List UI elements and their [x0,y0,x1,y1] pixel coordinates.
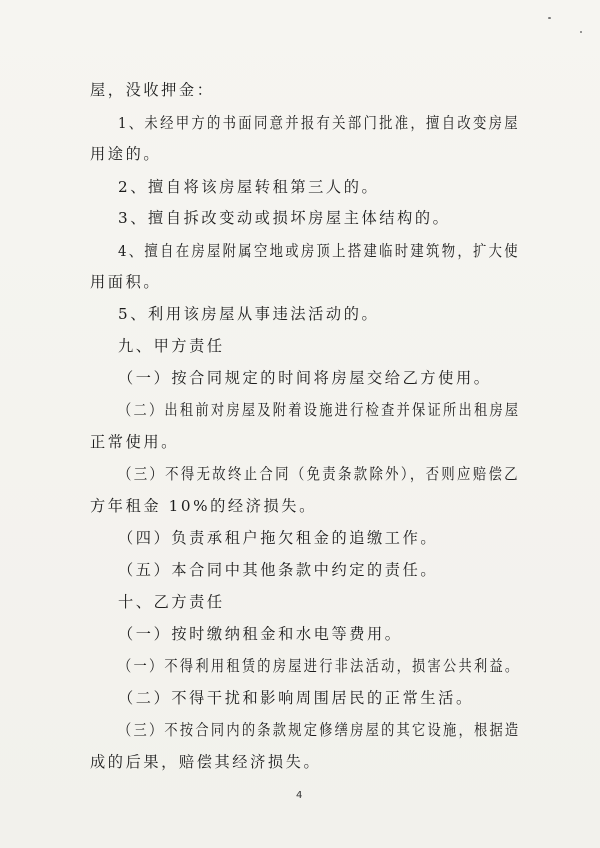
section-heading: 九、甲方责任 [118,337,225,355]
text-line: （四）负责承租户拖欠租金的追缴工作。 [118,529,439,547]
section-heading: 十、乙方责任 [118,593,225,611]
text-line: （三）不得无故终止合同（免责条款除外），否则应赔偿乙 [118,465,520,483]
text-line: 1、未经甲方的书面同意并报有关部门批准，擅自改变房屋 [118,114,520,132]
scan-speck [548,17,551,19]
text-line: （一）按时缴纳租金和水电等费用。 [118,625,403,643]
text-line: 用途的。 [90,145,162,163]
text-line: （一）不得利用租赁的房屋进行非法活动，损害公共利益。 [118,657,521,675]
text-line: （一）按合同规定的时间将房屋交给乙方使用。 [118,369,492,387]
text-line: 正常使用。 [90,433,179,451]
text-line: 方年租金 10%的经济损失。 [90,497,317,515]
page-number: 4 [296,790,303,801]
text-line: 成的后果，赔偿其经济损失。 [90,753,322,771]
text-line: （五）本合同中其他条款中约定的责任。 [118,561,439,579]
text-line: 屋，没收押金： [90,81,215,99]
text-line: 4、擅自在房屋附属空地或房顶上搭建临时建筑物，扩大使 [118,242,520,260]
scan-speck [580,31,582,33]
text-line: （二）出租前对房屋及附着设施进行检查并保证所出租房屋 [118,401,521,419]
text-line: （二）不得干扰和影响周围居民的正常生活。 [118,689,474,707]
text-line: 5、利用该房屋从事违法活动的。 [118,305,380,323]
text-line: 3、擅自拆改变动或损坏房屋主体结构的。 [118,209,451,227]
text-line: （三）不按合同内的条款规定修缮房屋的其它设施，根据造 [118,721,521,739]
text-line: 2、擅自将该房屋转租第三人的。 [118,178,380,196]
text-line: 用面积。 [90,273,162,291]
